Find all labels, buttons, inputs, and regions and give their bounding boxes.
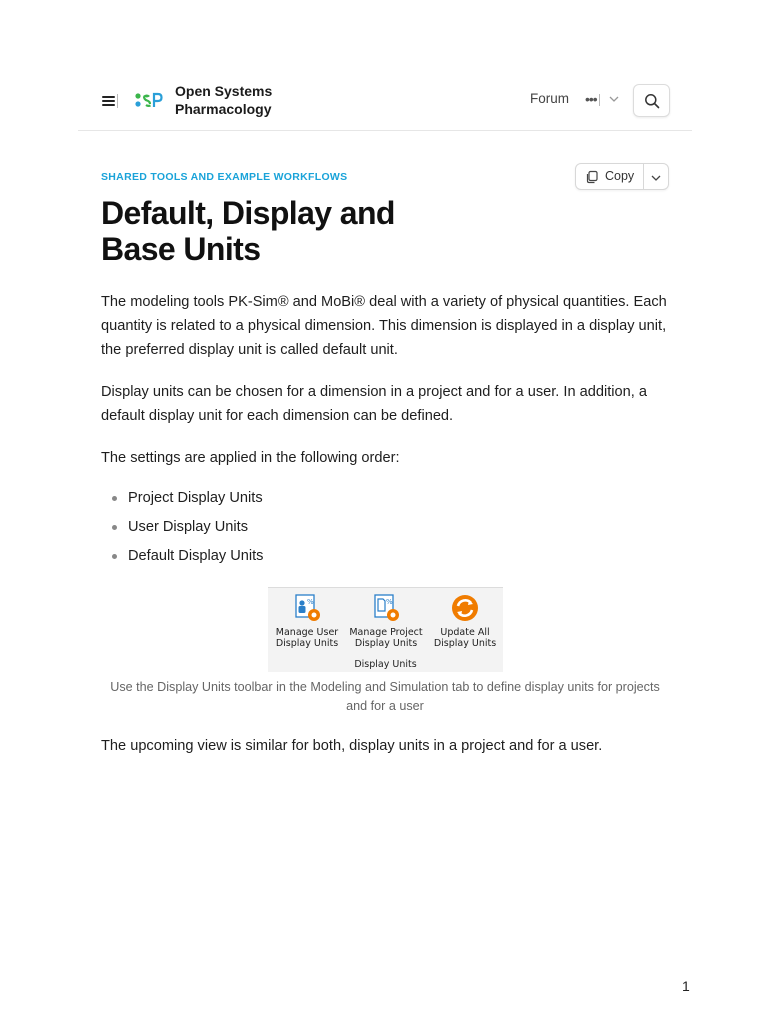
toolbar-label xyxy=(347,627,425,649)
settings-order-list xyxy=(101,486,501,573)
paragraph-intro: The modeling tools PK-Sim® and MoBi® deal with a variety of physical quantities. Each quantity is related to a physical dimension. This dimension is displayed in a display unit, the preferred display unit is called default unit. xyxy=(101,294,667,358)
toolbar-group-label: Display Units xyxy=(354,659,417,670)
toolbar-label-line-2: Display Units xyxy=(354,638,418,649)
page-title xyxy=(101,195,431,267)
site-header xyxy=(78,70,692,131)
toolbar-label-line-2: Display Units xyxy=(433,638,497,649)
svg-text:%: % xyxy=(307,598,314,606)
more-menu-icon[interactable]: ••• xyxy=(585,91,597,107)
breadcrumb[interactable]: SHARED TOOLS AND EXAMPLE WORKFLOWS xyxy=(101,171,348,183)
paragraph-upcoming-view: The upcoming view is similar for both, display units in a project and for a user. xyxy=(101,738,603,754)
copy-button[interactable] xyxy=(576,164,644,189)
toolbar-label-line-1: Update All xyxy=(440,627,490,638)
brand-line-2: Pharmacology xyxy=(175,101,272,117)
osp-logo-icon[interactable] xyxy=(135,91,163,109)
forum-link[interactable]: Forum xyxy=(530,91,570,106)
copy-button-group xyxy=(575,163,669,190)
toolbar-label-line-2: Display Units xyxy=(275,638,339,649)
more-divider xyxy=(599,94,600,106)
refresh-icon xyxy=(448,592,482,624)
project-units-icon xyxy=(369,592,403,624)
paragraph-order: The settings are applied in the following order: xyxy=(101,450,400,466)
toolbar-label-line-1: Manage Project xyxy=(349,627,423,638)
toolbar-label-line-1: Manage User xyxy=(275,627,339,638)
chevron-down-icon xyxy=(649,171,663,185)
list-item: Project Display Units xyxy=(101,486,501,515)
update-all-display-units-button xyxy=(426,592,504,654)
svg-text:%: % xyxy=(386,598,393,606)
list-item: Default Display Units xyxy=(101,544,501,573)
brand-name[interactable] xyxy=(175,82,272,118)
list-item: User Display Units xyxy=(101,515,501,544)
copy-options-button[interactable] xyxy=(644,164,668,189)
manage-user-display-units-button xyxy=(268,592,346,654)
title-line-2: Base Units xyxy=(101,231,261,267)
search-icon xyxy=(644,93,660,109)
display-units-toolbar-image xyxy=(268,587,503,672)
brand-line-1: Open Systems xyxy=(175,83,273,99)
toolbar-label xyxy=(426,627,504,649)
user-units-icon xyxy=(290,592,324,624)
hamburger-menu-icon[interactable] xyxy=(102,94,118,108)
toolbar-label xyxy=(268,627,346,649)
title-line-1: Default, Display and xyxy=(101,195,395,231)
copy-icon xyxy=(585,170,599,184)
chevron-down-icon[interactable] xyxy=(607,92,621,106)
figure-caption: Use the Display Units toolbar in the Modeling and Simulation tab to define display units for projects and for a user xyxy=(110,680,660,713)
manage-project-display-units-button xyxy=(347,592,425,654)
copy-label: Copy xyxy=(605,169,635,183)
page-number: 1 xyxy=(682,978,690,994)
search-button[interactable] xyxy=(633,84,670,117)
paragraph-display-units: Display units can be chosen for a dimension in a project and for a user. In addition, a default display unit for each dimension can be defined. xyxy=(101,384,647,424)
